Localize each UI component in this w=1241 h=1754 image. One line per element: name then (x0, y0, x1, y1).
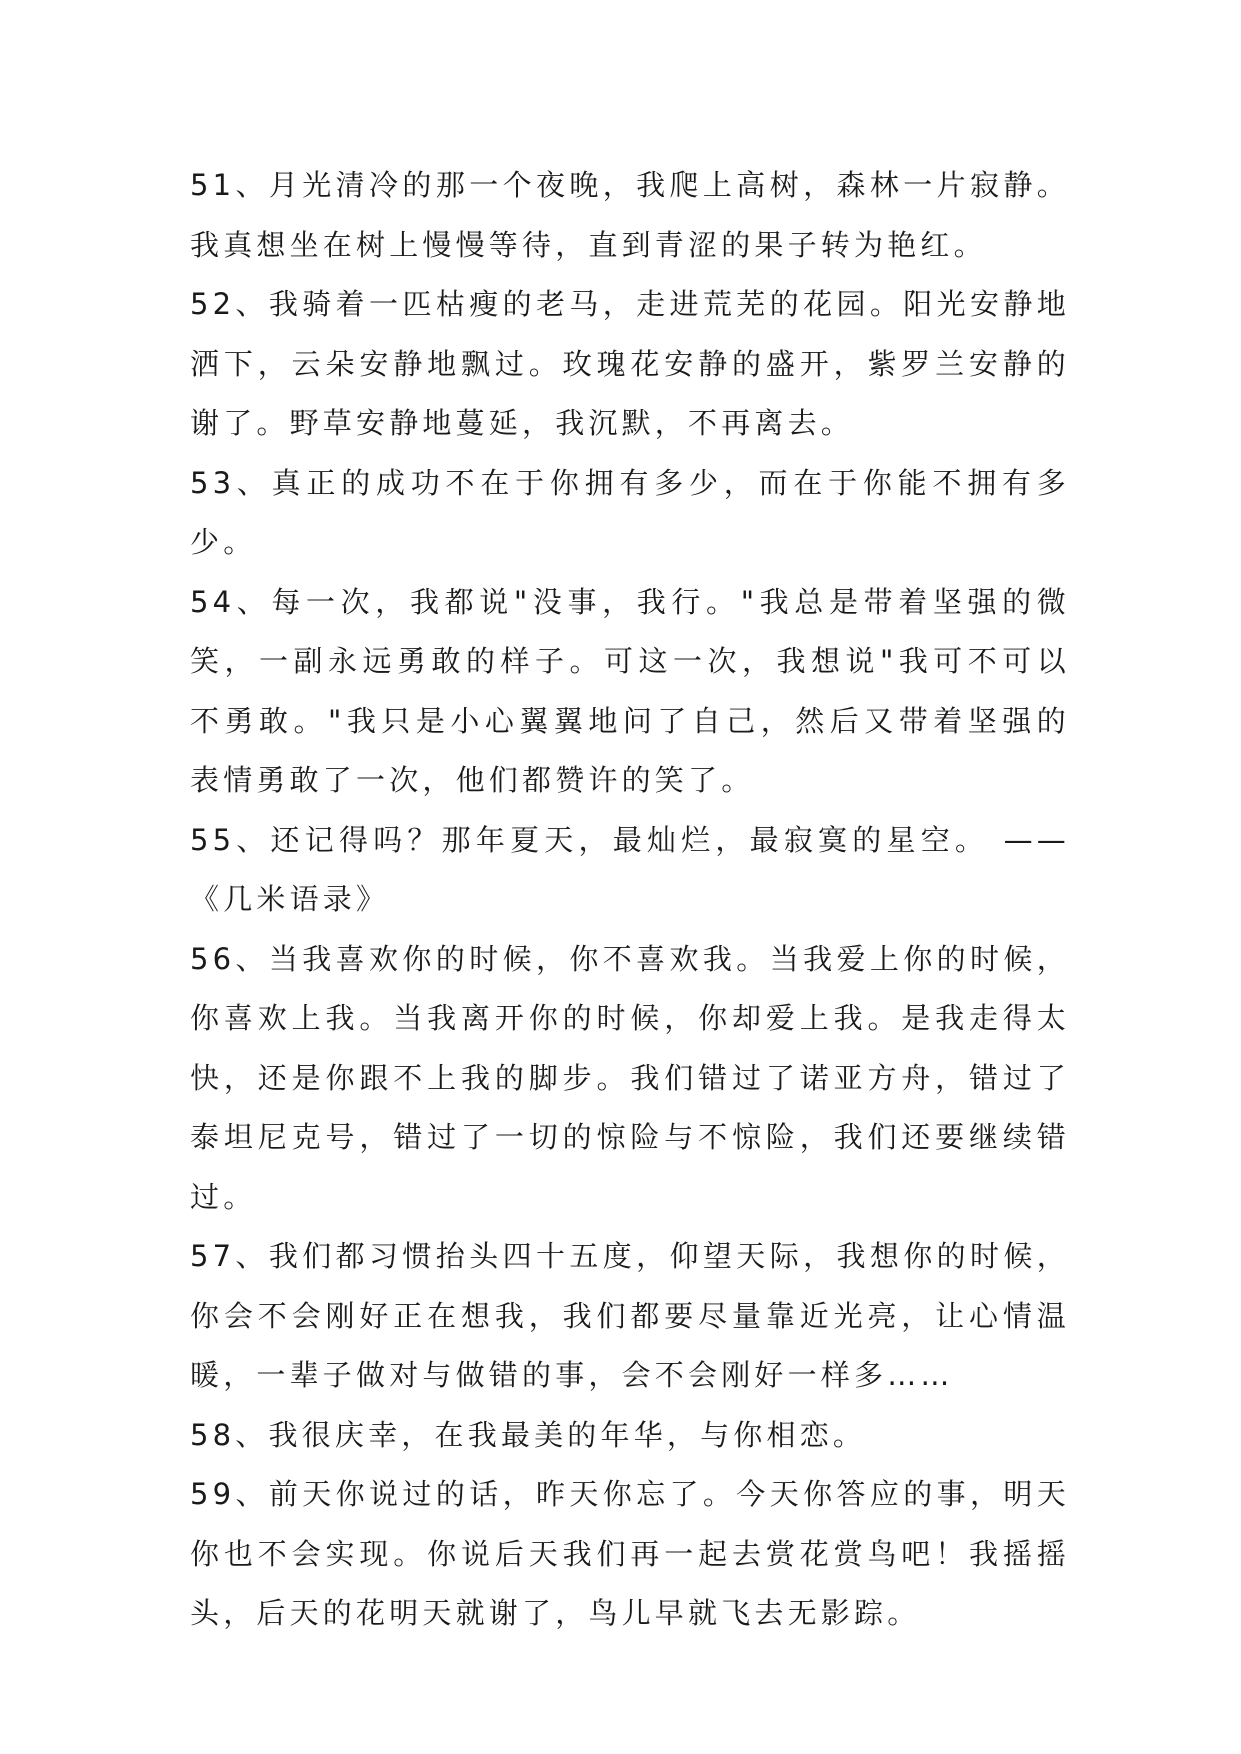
paragraph-53: 53、真正的成功不在于你拥有多少，而在于你能不拥有多少。 (190, 465, 1070, 559)
paragraph-54: 54、每一次，我都说"没事，我行。"我总是带着坚强的微笑，一副永远勇敢的样子。可这一次，我想说"我可不可以不勇敢。"我只是小心翼翼地问了自己，然后又带着坚强的表情勇敢了一次，他们都赞许的笑了。 (190, 584, 1070, 797)
paragraph-56: 56、当我喜欢你的时候，你不喜欢我。当我爱上你的时候，你喜欢上我。当我离开你的时候，你却爱上我。是我走得太快，还是你跟不上我的脚步。我们错过了诺亚方舟，错过了泰坦尼克号，错过了一切的惊险与不惊险，我们还要继续错过。 (190, 941, 1070, 1214)
paragraph-51: 51、月光清冷的那一个夜晚，我爬上高树，森林一片寂静。我真想坐在树上慢慢等待，直到青涩的果子转为艳红。 (190, 168, 1070, 262)
document-body (190, 156, 1070, 1644)
paragraph-55: 55、还记得吗？那年夏天，最灿烂，最寂寞的星空。 ——《几米语录》 (190, 822, 1070, 916)
paragraph-52: 52、我骑着一匹枯瘦的老马，走进荒芜的花园。阳光安静地洒下，云朵安静地飘过。玫瑰花安静的盛开，紫罗兰安静的谢了。野草安静地蔓延，我沉默，不再离去。 (190, 287, 1070, 440)
paragraph-58: 58、我很庆幸，在我最美的年华，与你相恋。 (190, 1417, 867, 1452)
paragraph-59: 59、前天你说过的话，昨天你忘了。今天你答应的事，明天你也不会实现。你说后天我们再一起去赏花赏鸟吧！我摇摇头，后天的花明天就谢了，鸟儿早就飞去无影踪。 (190, 1477, 1070, 1630)
paragraph-57: 57、我们都习惯抬头四十五度，仰望天际，我想你的时候，你会不会刚好正在想我，我们都要尽量靠近光亮，让心情温暖，一辈子做对与做错的事，会不会刚好一样多…… (190, 1239, 1070, 1392)
